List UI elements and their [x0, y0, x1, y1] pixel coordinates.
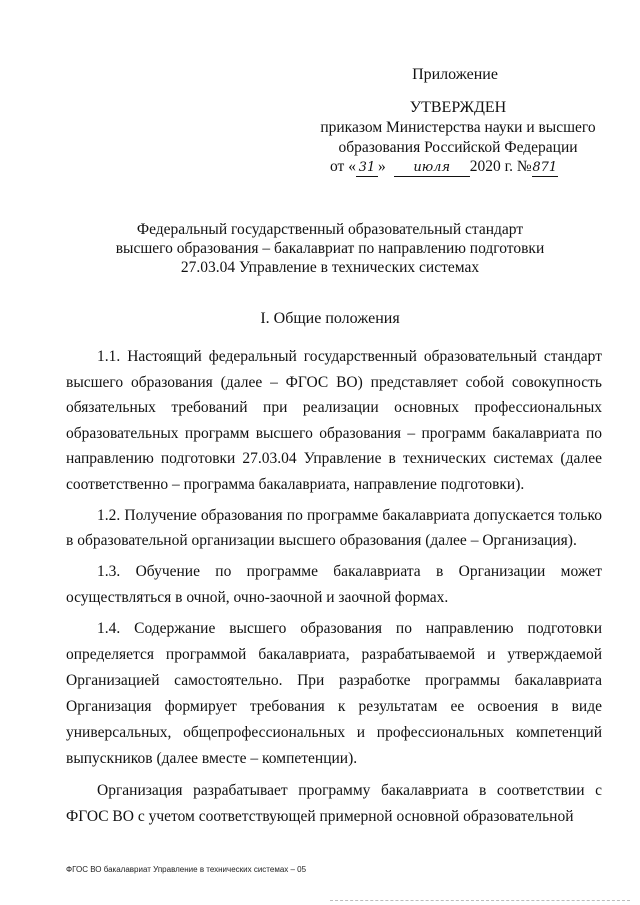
- paragraph-organization: Организация разрабатывает программу бакалавриата в соответствии с ФГОС ВО с учетом соответствующей примерной основной образовательной: [66, 781, 602, 825]
- paragraph-1-1: 1.1. Настоящий федеральный государственный образовательный стандарт высшего образования (далее – ФГОС ВО) представляет собой совокупность обязательных требований при реализации основных профессиональных образовательных программ высшего образования – программ бакалавриата по направлению подготовки 27.03.04 Управление в технических системах (далее соответственно – программа бакалавриата, направление подготовки).: [66, 348, 602, 493]
- title-line-1: Федеральный государственный образовательный стандарт: [136, 221, 524, 238]
- handwritten-month: июля: [394, 160, 470, 177]
- scan-edge-divider: [330, 900, 630, 901]
- order-line-1: приказом Министерства науки и высшего: [320, 119, 596, 136]
- paragraph-1-2: 1.2. Получение образования по программе бакалавриата допускается только в образовательной организации высшего образования (далее – Организация).: [66, 506, 602, 550]
- document-title: [60, 220, 600, 277]
- appendix-label: Приложение: [412, 66, 498, 83]
- date-year: 2020 г. №: [469, 158, 532, 175]
- handwritten-order-number: 871: [532, 160, 558, 175]
- approved-label: УТВЕРЖДЕН: [409, 99, 507, 116]
- page-footer: ФГОС ВО бакалавриат Управление в технических системах – 05: [66, 865, 307, 874]
- section-heading: I. Общие положения: [260, 310, 400, 327]
- order-date-line: [330, 156, 620, 177]
- date-prefix: от «: [330, 158, 356, 175]
- paragraph-1-4: 1.4. Содержание высшего образования по направлению подготовки определяется программой бакалавриата, разрабатываемой и утверждаемой Организацией самостоятельно. При разработке программы бакалавриата Организация формирует требования к результатам ее освоения в виде универсальных, общепрофессиональных и профессиональных компетенций выпускников (далее вместе – компетенции).: [66, 619, 602, 767]
- document-body: [66, 344, 602, 830]
- date-quote-close: »: [377, 158, 386, 175]
- handwritten-day: 31: [356, 160, 378, 177]
- title-line-2: высшего образования – бакалавриат по направлению подготовки: [115, 240, 545, 257]
- title-line-3: 27.03.04 Управление в технических системах: [180, 259, 480, 276]
- paragraph-1-3: 1.3. Обучение по программе бакалавриата в Организации может осуществляться в очной, очно-заочной и заочной формах.: [66, 563, 602, 606]
- order-line-2: образования Российской Федерации: [338, 139, 578, 156]
